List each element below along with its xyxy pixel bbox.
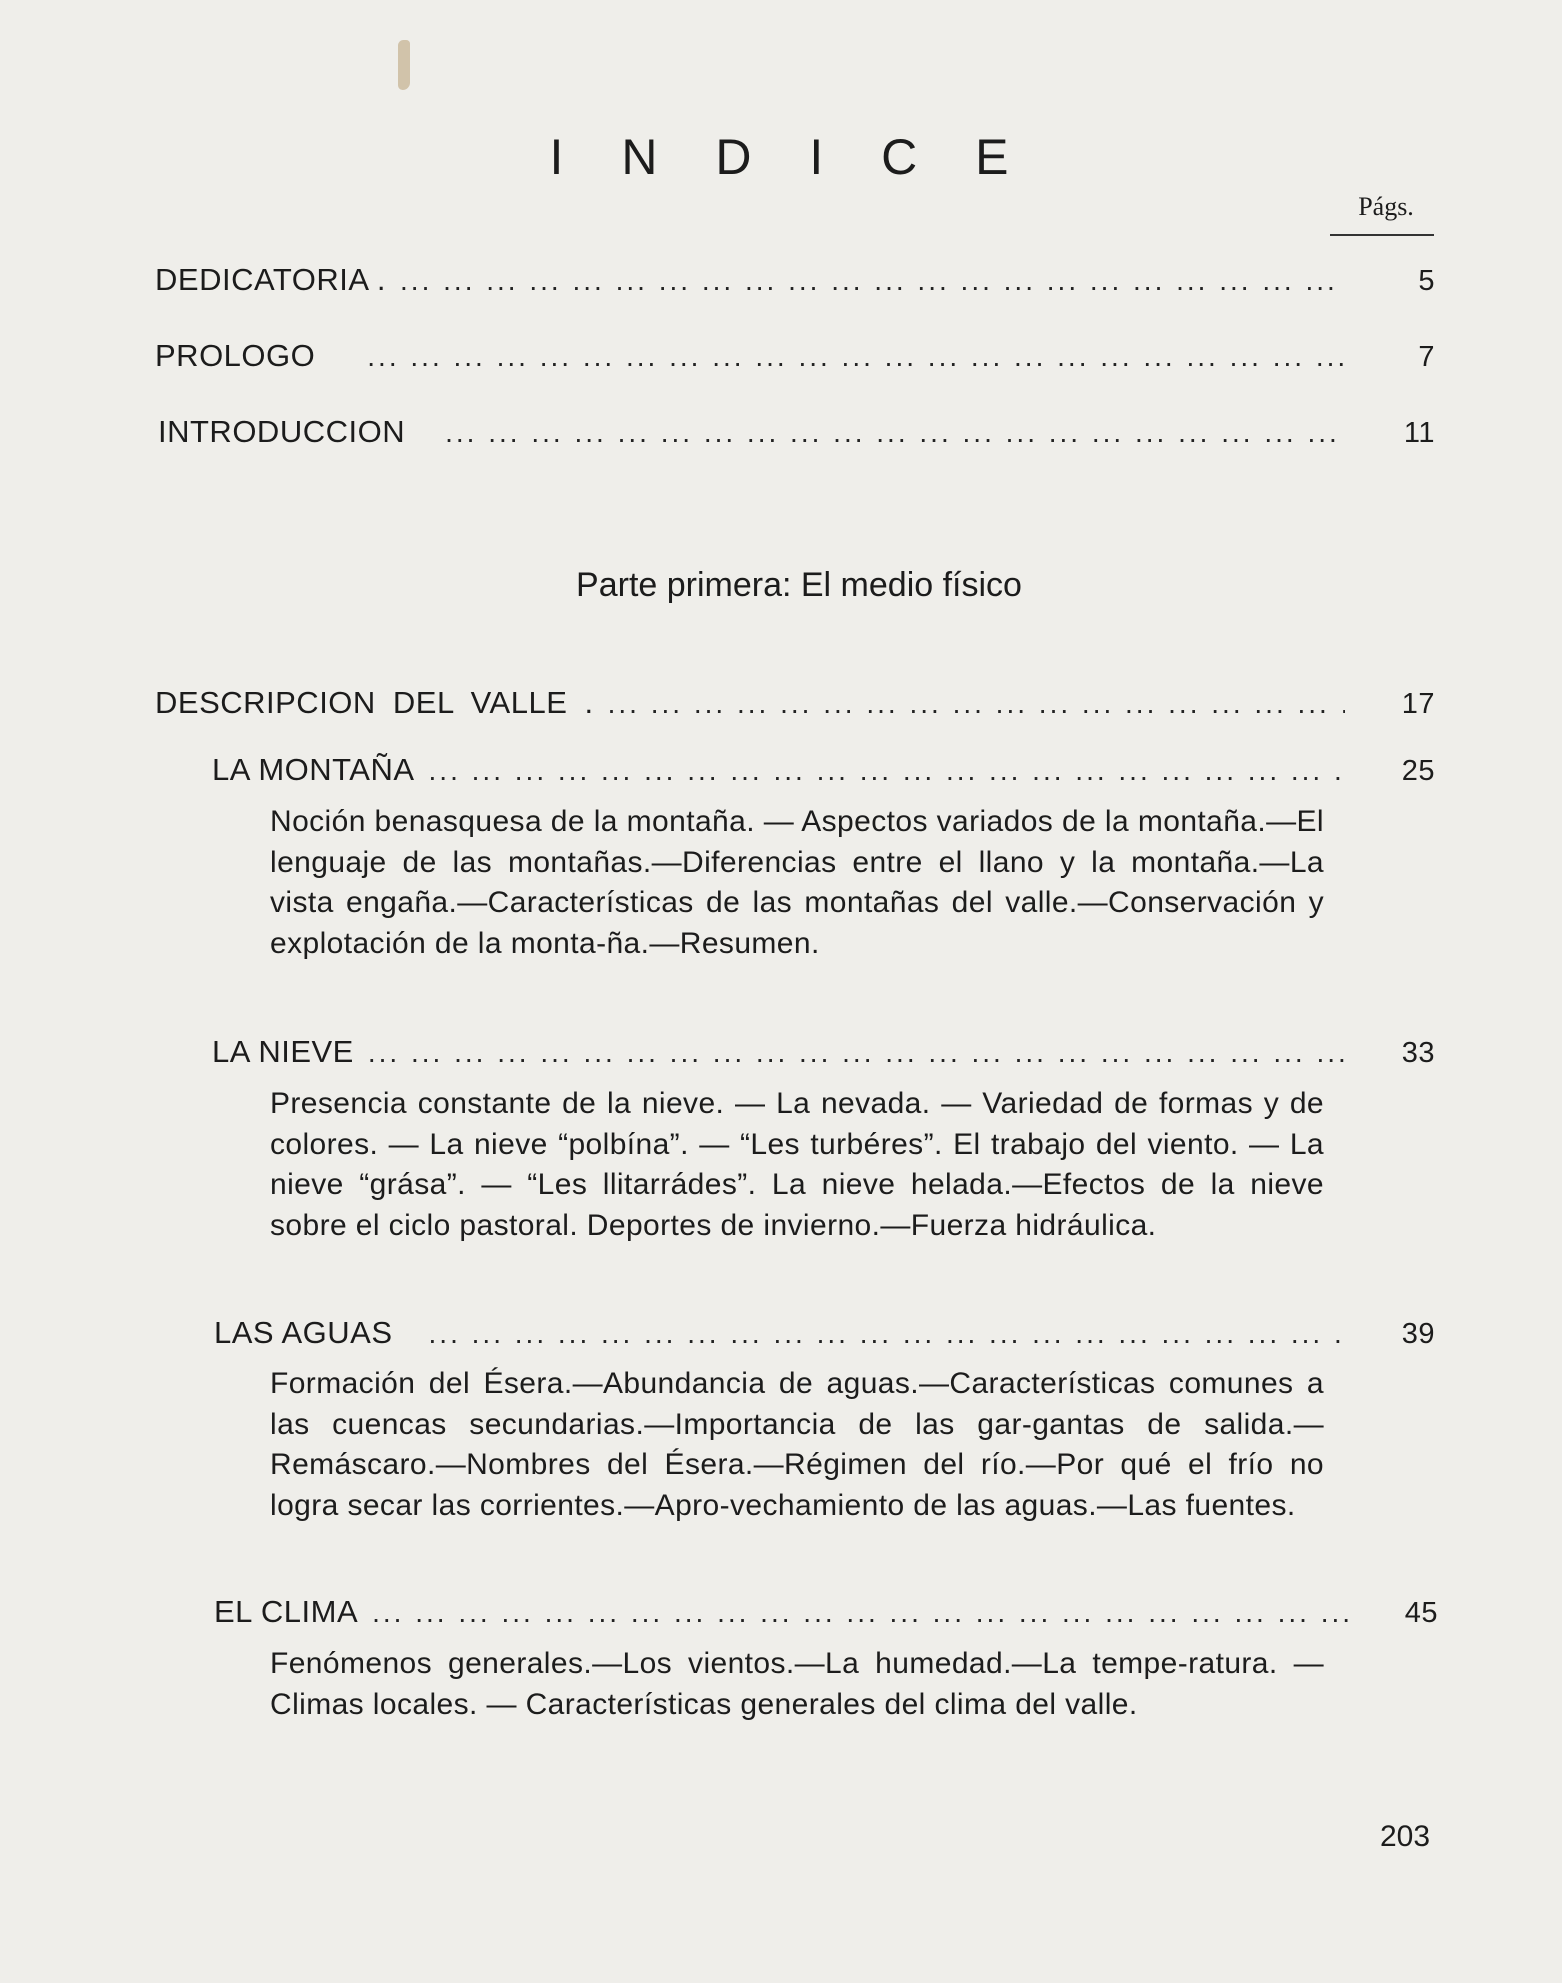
toc-entry-label: LA MONTAÑA (212, 752, 415, 787)
dot-leader (386, 265, 1345, 297)
toc-entry-page: 25 (1401, 755, 1435, 787)
toc-entry-label: DEDICATORIA . (155, 262, 387, 297)
dot-leader (594, 688, 1345, 720)
paper-stain (398, 40, 410, 90)
toc-entry-prologo (155, 338, 1435, 374)
toc-entry-dedicatoria (155, 262, 1435, 298)
section-description: Noción benasquesa de la montaña. — Aspectos variados de la montaña.—El lenguaje de las montañas.—Diferencias entre el llano y la montaña.—La vista engaña.—Características de las montañas del valle.—Conservación y explotación de la monta-ña.—Resumen. (270, 805, 1324, 960)
toc-entry-page: 45 (1404, 1597, 1438, 1629)
toc-entry-label: INTRODUCCION (158, 414, 406, 449)
toc-section-clima (214, 1594, 1438, 1630)
toc-entry-label: DESCRIPCION DEL VALLE . (155, 685, 594, 720)
toc-entry-introduccion (158, 414, 1435, 450)
dot-leader (354, 1037, 1345, 1069)
toc-entry-label: EL CLIMA (214, 1594, 359, 1629)
section-description: Fenómenos generales.—Los vientos.—La humedad.—La tempe-ratura. — Climas locales. — Características generales del clima del valle. (270, 1647, 1324, 1721)
toc-entry-label: LAS AGUAS (214, 1315, 393, 1350)
toc-entry-label: LA NIEVE (212, 1034, 354, 1069)
dot-leader (358, 1597, 1348, 1629)
toc-entry-label: PROLOGO (155, 338, 316, 373)
toc-entry-page: 11 (1403, 417, 1435, 449)
index-title: I N D I C E (549, 129, 1031, 185)
page-number: 203 (1380, 1820, 1431, 1853)
toc-entry-page: 5 (1418, 265, 1435, 297)
dot-leader (415, 755, 1345, 787)
pages-column-rule (1330, 234, 1434, 236)
section-description: Formación del Ésera.—Abundancia de aguas.—Características comunes a las cuencas secundarias.—Importancia de las gar-gantas de salida.—Remáscaro.—Nombres del Ésera.—Régimen del río.—Por qué el frío no logra secar las corrientes.—Apro-vechamiento de las aguas.—Las fuentes. (270, 1367, 1324, 1522)
toc-entry-page: 17 (1401, 688, 1435, 720)
dot-leader (315, 341, 1345, 373)
toc-section-nieve (212, 1034, 1435, 1070)
dot-leader (393, 1318, 1345, 1350)
toc-entry-page: 33 (1401, 1037, 1435, 1069)
toc-entry-page: 7 (1418, 341, 1435, 373)
section-description: Presencia constante de la nieve. — La nevada. — Variedad de formas y de colores. — La nieve “polbína”. — “Les turbéres”. El trabajo del viento. — La nieve “grása”. — “Les llitarrádes”. La nieve helada.—Efectos de la nieve sobre el ciclo pastoral. Deportes de invierno.—Fuerza hidráulica. (270, 1087, 1324, 1242)
pages-column-label: Págs. (1358, 192, 1414, 221)
toc-entry-page: 39 (1401, 1318, 1435, 1350)
toc-chapter-descripcion (155, 685, 1435, 721)
part-title: Parte primera: El medio físico (576, 566, 1022, 604)
toc-section-montana (212, 752, 1435, 788)
dot-leader (405, 417, 1345, 449)
toc-section-aguas (214, 1315, 1435, 1351)
